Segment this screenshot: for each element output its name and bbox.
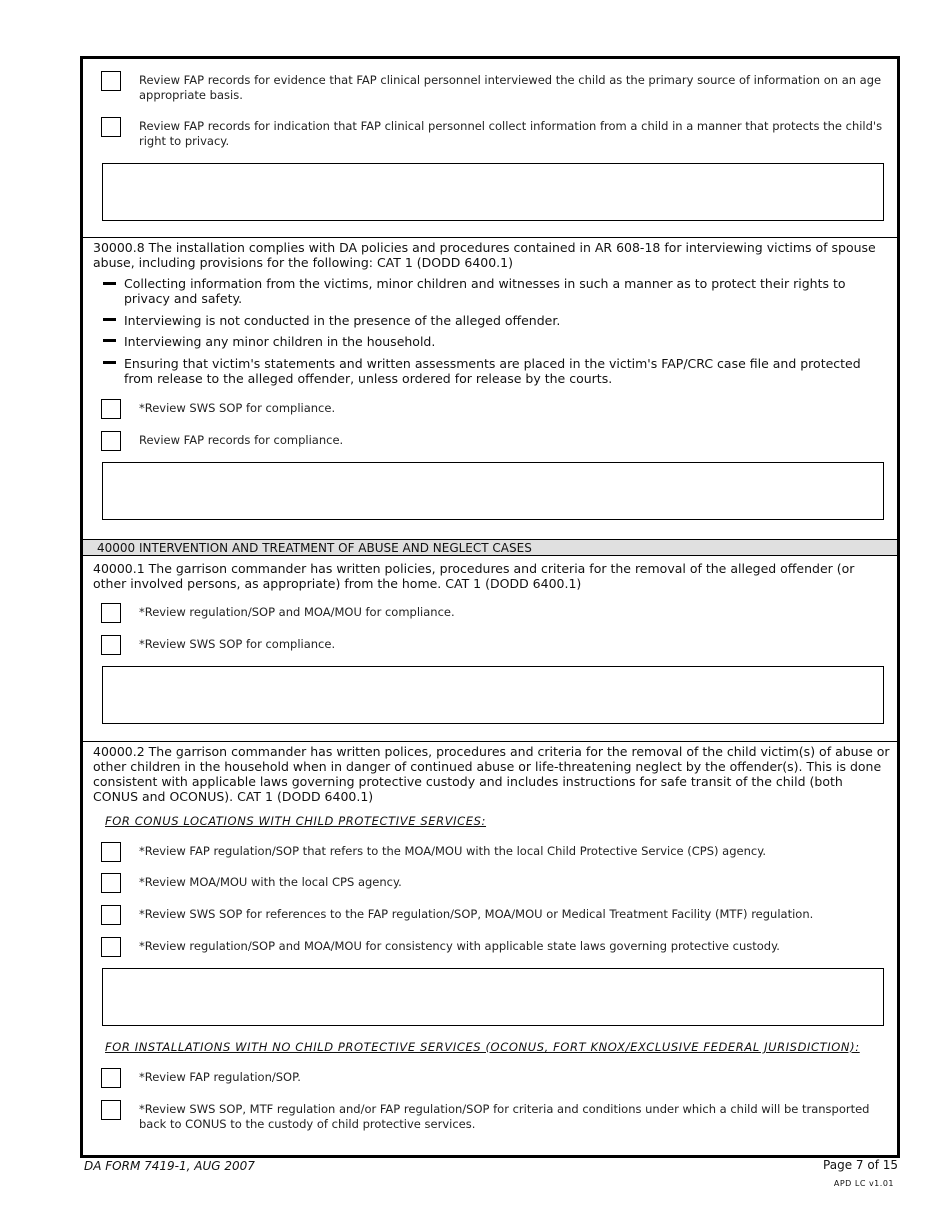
check-item-text: *Review SWS SOP for compliance. [139,637,336,651]
checkbox[interactable] [101,842,121,862]
check-item-text: Review FAP records for indication that FAP clinical personnel collect information from a child in a manner that protects the child's right to privacy. [139,119,883,148]
bullet-dash [103,361,116,364]
bullet-dash [103,318,116,321]
bullet-text: Ensuring that victim's statements and written assessments are placed in the victim's FAP/CRC case file and protected from release to the alleged offender, unless ordered for release by the courts. [124,356,861,386]
comment-box[interactable] [102,462,884,520]
check-item-text: Review FAP records for evidence that FAP clinical personnel interviewed the child as the primary source of information on an age appropriate basis. [139,73,882,102]
checkbox[interactable] [101,431,121,451]
checkbox[interactable] [101,937,121,957]
check-item-text: *Review FAP regulation/SOP that refers to the MOA/MOU with the local Child Protective Service (CPS) agency. [139,844,767,858]
bullet-dash [103,282,116,285]
oconus-subheading: FOR INSTALLATIONS WITH NO CHILD PROTECTIVE SERVICES (OCONUS, FORT KNOX/EXCLUSIVE FEDERAL JURISDICTION): [105,1040,860,1054]
comment-box[interactable] [102,968,884,1026]
divider [83,237,897,238]
check-item-text: *Review SWS SOP for compliance. [139,401,336,415]
checkbox[interactable] [101,71,121,91]
page-number: Page 7 of 15 [823,1158,898,1172]
check-item-text: *Review SWS SOP, MTF regulation and/or FAP regulation/SOP for criteria and conditions under which a child will be transported back to CONUS to the custody of child protective services. [139,1102,870,1131]
checkbox[interactable] [101,603,121,623]
checkbox[interactable] [101,1100,121,1120]
checkbox[interactable] [101,635,121,655]
item-40000-1-text: 40000.1 The garrison commander has written policies, procedures and criteria for the removal of the alleged offender (or other involved persons, as appropriate) from the home. CAT 1 (DODD 6400.1) [93,561,855,591]
check-item-text: *Review FAP regulation/SOP. [139,1070,301,1084]
checkbox[interactable] [101,399,121,419]
checkbox[interactable] [101,117,121,137]
checkbox[interactable] [101,1068,121,1088]
bullet-text: Interviewing any minor children in the household. [124,334,436,349]
checkbox[interactable] [101,905,121,925]
check-item-text: *Review SWS SOP for references to the FAP regulation/SOP, MOA/MOU or Medical Treatment Facility (MTF) regulation. [139,907,814,921]
item-30000-8-text: 30000.8 The installation complies with DA policies and procedures contained in AR 608-18 for interviewing victims of spouse abuse, including provisions for the following: CAT 1 (DODD 6400.1) [93,240,876,270]
bullet-dash [103,339,116,342]
check-item-text: *Review regulation/SOP and MOA/MOU for consistency with applicable state laws governing protective custody. [139,939,780,953]
bullet-text: Interviewing is not conducted in the presence of the alleged offender. [124,313,561,328]
section-header-40000: 40000 INTERVENTION AND TREATMENT OF ABUSE AND NEGLECT CASES [83,539,897,556]
conus-subheading: FOR CONUS LOCATIONS WITH CHILD PROTECTIVE SERVICES: [105,814,487,828]
check-item-text: *Review MOA/MOU with the local CPS agency. [139,875,402,889]
form-frame [80,56,900,1158]
checkbox[interactable] [101,873,121,893]
divider [83,741,897,742]
check-item-text: Review FAP records for compliance. [139,433,344,447]
version-label: APD LC v1.01 [833,1179,894,1188]
form-number: DA FORM 7419-1, AUG 2007 [84,1159,255,1173]
item-40000-2-text: 40000.2 The garrison commander has written polices, procedures and criteria for the removal of the child victim(s) of abuse or other children in the household when in danger of continued abuse or life-threatening neglect by the offender(s). This is done consistent with applicable laws governing protective custody and includes instructions for safe transit of the child (both CONUS and OCONUS). CAT 1 (DODD 6400.1) [93,744,890,804]
comment-box[interactable] [102,666,884,724]
comment-box[interactable] [102,163,884,221]
bullet-text: Collecting information from the victims, minor children and witnesses in such a manner as to protect their rights to privacy and safety. [124,276,846,306]
check-item-text: *Review regulation/SOP and MOA/MOU for compliance. [139,605,455,619]
